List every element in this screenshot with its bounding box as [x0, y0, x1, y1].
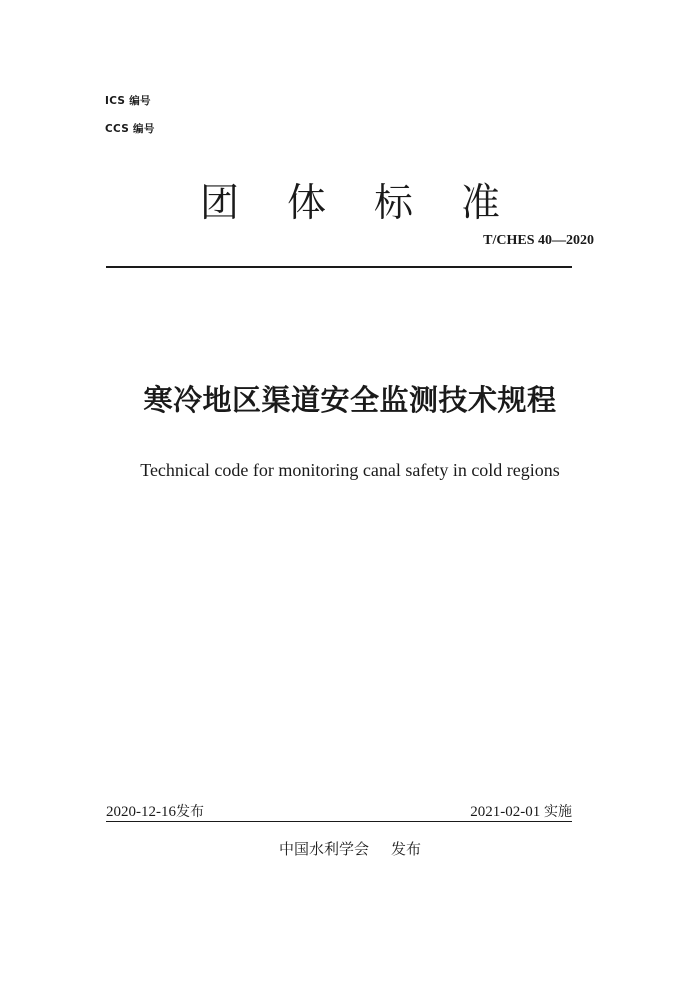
publisher-name: 中国水利学会	[278, 840, 369, 858]
heading-char: 标	[373, 181, 413, 226]
header-divider	[106, 266, 572, 268]
issue-label: 发布	[176, 804, 204, 820]
footer-divider	[106, 821, 572, 822]
implementation-date: 2021-02-01	[470, 804, 541, 820]
ics-label: ICS 编号	[105, 95, 151, 107]
document-title-english: Technical code for monitoring canal safety in cold regions	[140, 460, 560, 480]
standard-type-heading	[200, 172, 500, 228]
heading-char: 团	[200, 181, 240, 226]
heading-char: 体	[286, 181, 326, 226]
ccs-label: CCS 编号	[105, 123, 155, 135]
publisher-line	[0, 838, 700, 859]
issue-date-line	[106, 801, 204, 821]
standard-number: T/CHES 40—2020	[483, 233, 594, 248]
document-title-chinese: 寒冷地区渠道安全监测技术规程	[143, 383, 557, 417]
publisher-action: 发布	[391, 840, 422, 858]
implementation-date-line	[470, 801, 572, 821]
heading-char: 准	[460, 181, 500, 226]
issue-date: 2020-12-16	[106, 804, 176, 820]
implementation-label: 实施	[544, 804, 572, 820]
